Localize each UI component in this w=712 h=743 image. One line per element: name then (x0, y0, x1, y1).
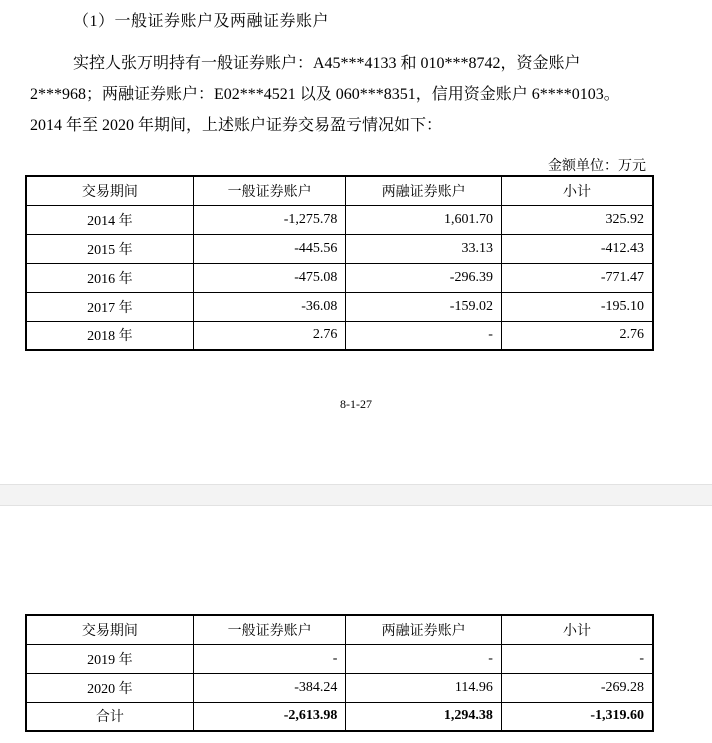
section-heading: （1）一般证券账户及两融证券账户 (73, 13, 330, 30)
cell-period: 2020 年 (26, 673, 193, 702)
pnl-table-part-1 (25, 175, 654, 351)
cell-general: -384.24 (193, 673, 346, 702)
header-period: 交易期间 (26, 176, 193, 205)
cell-period: 2017 年 (26, 292, 193, 321)
cell-general: 2.76 (193, 321, 346, 350)
paragraph-line-2: 2***968；两融证券账户：E02***4521 以及 060***8351，信用资金账户 6****0103。 (30, 86, 620, 103)
cell-period: 2018 年 (26, 321, 193, 350)
cell-margin: 114.96 (346, 673, 502, 702)
cell-total-label: 合计 (26, 702, 193, 731)
page-separator (0, 484, 712, 506)
cell-total-general: -2,613.98 (193, 702, 346, 731)
page-number: 8-1-27 (340, 397, 372, 411)
header-period: 交易期间 (26, 615, 193, 644)
cell-margin: -159.02 (346, 292, 502, 321)
table-row (26, 205, 653, 234)
header-subtotal: 小计 (501, 615, 653, 644)
cell-subtotal: -195.10 (501, 292, 653, 321)
cell-subtotal: 325.92 (501, 205, 653, 234)
cell-period: 2016 年 (26, 263, 193, 292)
cell-subtotal: 2.76 (501, 321, 653, 350)
cell-period: 2019 年 (26, 644, 193, 673)
cell-subtotal: -269.28 (501, 673, 653, 702)
header-subtotal: 小计 (501, 176, 653, 205)
header-margin-account: 两融证券账户 (346, 615, 502, 644)
cell-margin: 33.13 (346, 234, 502, 263)
cell-margin: 1,601.70 (346, 205, 502, 234)
cell-period: 2014 年 (26, 205, 193, 234)
body-paragraph (30, 48, 650, 141)
table-header-row (26, 176, 653, 205)
cell-general: -1,275.78 (193, 205, 346, 234)
cell-margin: -296.39 (346, 263, 502, 292)
cell-margin: - (346, 321, 502, 350)
table-row (26, 673, 653, 702)
cell-general: -475.08 (193, 263, 346, 292)
paragraph-line-3: 2014 年至 2020 年期间，上述账户证券交易盈亏情况如下： (30, 117, 443, 134)
cell-general: -36.08 (193, 292, 346, 321)
cell-general: - (193, 644, 346, 673)
cell-total-margin: 1,294.38 (346, 702, 502, 731)
cell-subtotal: -412.43 (501, 234, 653, 263)
paragraph-line-1: 实控人张万明持有一般证券账户：A45***4133 和 010***8742，资金账户 (73, 55, 581, 72)
cell-total-subtotal: -1,319.60 (501, 702, 653, 731)
table-row (26, 321, 653, 350)
unit-note: 金额单位：万元 (548, 159, 646, 174)
cell-general: -445.56 (193, 234, 346, 263)
table-row (26, 292, 653, 321)
cell-margin: - (346, 644, 502, 673)
cell-period: 2015 年 (26, 234, 193, 263)
cell-subtotal: -771.47 (501, 263, 653, 292)
total-row (26, 702, 653, 731)
table-header-row (26, 615, 653, 644)
cell-subtotal: - (501, 644, 653, 673)
pnl-table-part-2 (25, 614, 654, 732)
header-general-account: 一般证券账户 (193, 615, 346, 644)
header-general-account: 一般证券账户 (193, 176, 346, 205)
header-margin-account: 两融证券账户 (346, 176, 502, 205)
table-row (26, 234, 653, 263)
table-row (26, 263, 653, 292)
table-row (26, 644, 653, 673)
